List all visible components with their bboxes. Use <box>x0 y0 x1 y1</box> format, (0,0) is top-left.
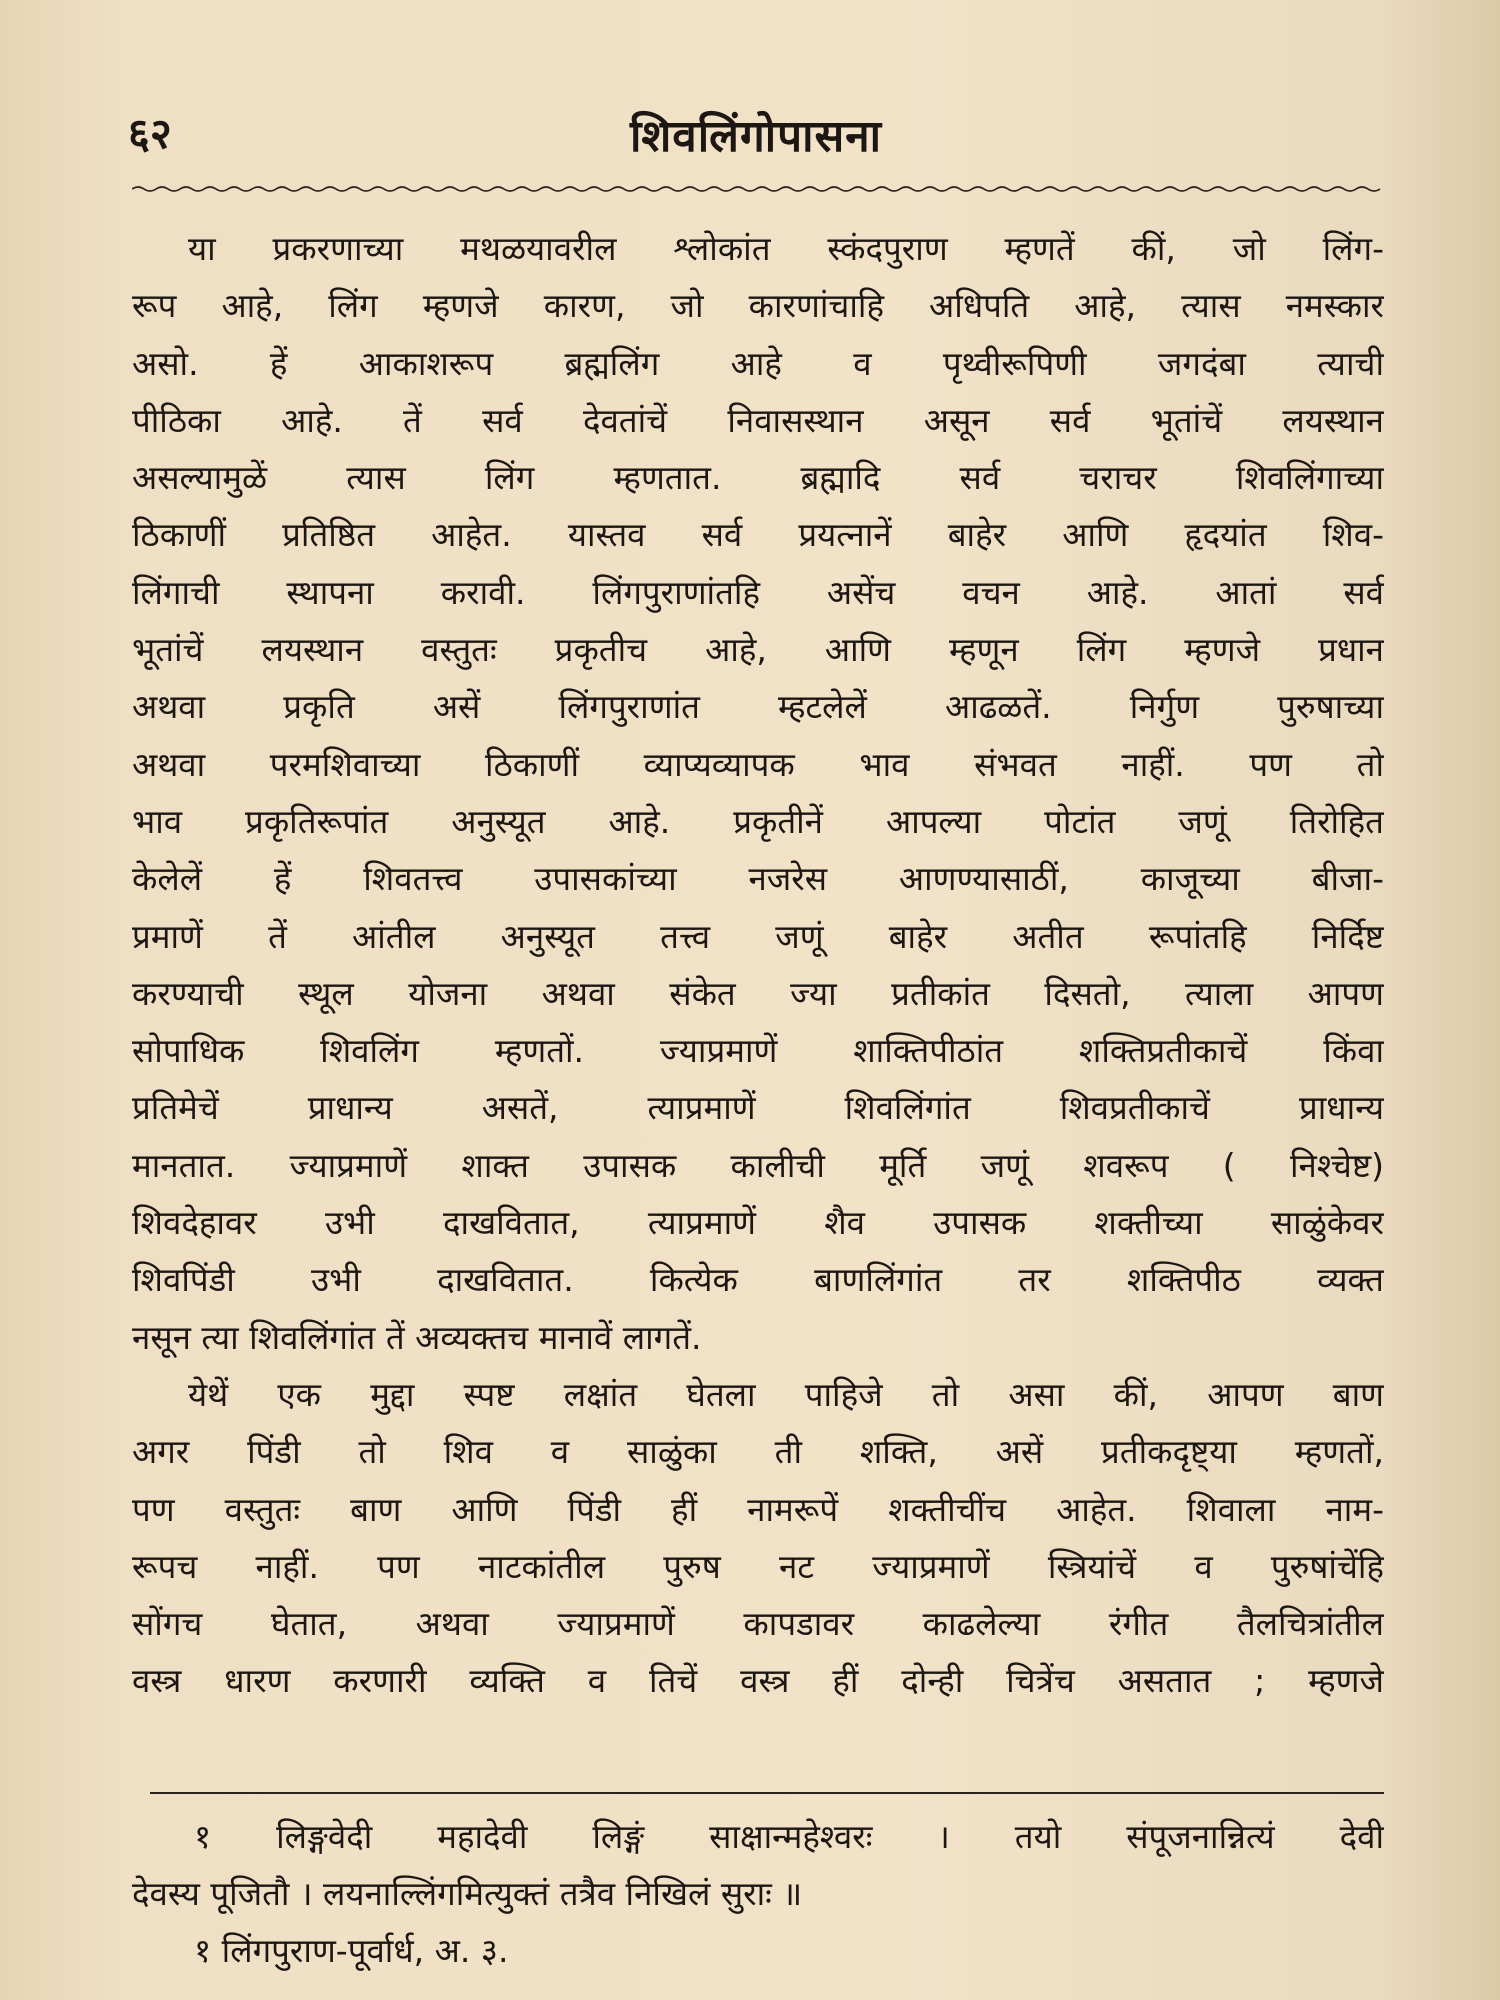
paragraph-2 <box>132 1366 1384 1710</box>
text-line: रूपच नाहीं. पण नाटकांतील पुरुष नट ज्याप्रमाणें स्त्रियांचें व पुरुषांचेंहि <box>132 1546 1384 1586</box>
text-line: असल्यामुळें त्यास लिंग म्हणतात. ब्रह्मादि सर्व चराचर शिवलिंगाच्या <box>132 458 1384 498</box>
text-line: केलेलें हें शिवतत्त्व उपासकांच्या नजरेस आणण्यासाठीं, काजूच्या बीजा- <box>132 859 1384 899</box>
page-number: ६२ <box>128 109 172 158</box>
footnote-line: देवस्य पूजितौ । लयनाल्लिंगमित्युक्तं तत्रैव निखिलं सुराः ॥ <box>132 1874 803 1913</box>
text-line: अथवा प्रकृति असें लिंगपुराणांत म्हटलेलें आढळतें. निर्गुण पुरुषाच्या <box>132 687 1384 727</box>
text-line: भाव प्रकृतिरूपांत अनुस्यूत आहे. प्रकृतीनें आपल्या पोटांत जणूं तिरोहित <box>132 801 1384 841</box>
body-text <box>132 220 1384 1710</box>
header-wavy-rule <box>132 184 1384 194</box>
paragraph-1 <box>132 220 1384 1366</box>
running-title: शिवलिंगोपासना <box>629 111 883 162</box>
text-line: सोपाधिक शिवलिंग म्हणतों. ज्याप्रमाणें शाक्तिपीठांत शक्तिप्रतीकाचें किंवा <box>132 1031 1384 1071</box>
text-line: नसून त्या शिवलिंगांत तें अव्यक्तच मानावें लागतें. <box>132 1317 702 1357</box>
text-line: करण्याची स्थूल योजना अथवा संकेत ज्या प्रतीकांत दिसतो, त्याला आपण <box>132 973 1384 1013</box>
text-line: रूप आहे, लिंग म्हणजे कारण, जो कारणांचाहि अधिपति आहे, त्यास नमस्कार <box>132 286 1384 326</box>
text-line: या प्रकरणाच्या मथळयावरील श्लोकांत स्कंदपुराण म्हणतें कीं, जो लिंग- <box>188 229 1384 268</box>
text-line: येथें एक मुद्दा स्पष्ट लक्षांत घेतला पाहिजे तो असा कीं, आपण बाण <box>188 1374 1384 1414</box>
footnote-line: १ लिङ्गवेदी महादेवी लिङ्गं साक्षान्महेश्वरः । तयो संपूजनान्नित्यं देवी <box>194 1817 1384 1856</box>
text-line: असो. हें आकाशरूप ब्रह्मलिंग आहे व पृथ्वीरूपिणी जगदंबा त्याची <box>132 343 1384 383</box>
text-line: शिवपिंडी उभी दाखवितात. कित्येक बाणलिंगांत तर शक्तिपीठ व्यक्त <box>132 1260 1384 1300</box>
footnotes <box>132 1808 1384 1979</box>
text-line: पण वस्तुतः बाण आणि पिंडी हीं नामरूपें शक्तीचींच आहेत. शिवाला नाम- <box>132 1489 1384 1529</box>
text-line: अथवा परमशिवाच्या ठिकाणीं व्याप्यव्यापक भाव संभवत नाहीं. पण तो <box>132 744 1384 784</box>
text-line: प्रतिमेचें प्राधान्य असतें, त्याप्रमाणें शिवलिंगांत शिवप्रतीकाचें प्राधान्य <box>132 1088 1384 1128</box>
page-header <box>128 104 1384 174</box>
text-line: अगर पिंडी तो शिव व साळुंका ती शक्ति, असें प्रतीकदृष्ट्या म्हणतों, <box>132 1432 1384 1472</box>
text-line: मानतात. ज्याप्रमाणें शाक्त उपासक कालीची मूर्ति जणूं शवरूप ( निश्चेष्ट) <box>132 1145 1384 1185</box>
text-line: शिवदेहावर उभी दाखवितात, त्याप्रमाणें शैव उपासक शक्तीच्या साळुंकेवर <box>132 1203 1384 1243</box>
text-line: पीठिका आहे. तें सर्व देवतांचें निवासस्थान असून सर्व भूतांचें लयस्थान <box>132 400 1384 440</box>
text-line: ठिकाणीं प्रतिष्ठित आहेत. यास्तव सर्व प्रयत्नानें बाहेर आणि हृदयांत शिव- <box>132 515 1384 555</box>
text-line: लिंगाची स्थापना करावी. लिंगपुराणांतहि असेंच वचन आहे. आतां सर्व <box>132 572 1384 612</box>
text-line: प्रमाणें तें आंतील अनुस्यूत तत्त्व जणूं बाहेर अतीत रूपांतहि निर्दिष्ट <box>132 916 1384 956</box>
footnote-line: १ लिंगपुराण-पूर्वार्ध, अ. ३. <box>194 1931 509 1970</box>
text-line: वस्त्र धारण करणारी व्यक्ति व तिचें वस्त्र हीं दोन्ही चित्रेंच असतात ; म्हणजे <box>132 1661 1384 1701</box>
text-line: भूतांचें लयस्थान वस्तुतः प्रकृतीच आहे, आणि म्हणून लिंग म्हणजे प्रधान <box>132 630 1384 670</box>
footnote-divider <box>150 1792 1384 1794</box>
text-line: सोंगच घेतात, अथवा ज्याप्रमाणें कापडावर काढलेल्या रंगीत तैलचित्रांतील <box>132 1604 1384 1644</box>
